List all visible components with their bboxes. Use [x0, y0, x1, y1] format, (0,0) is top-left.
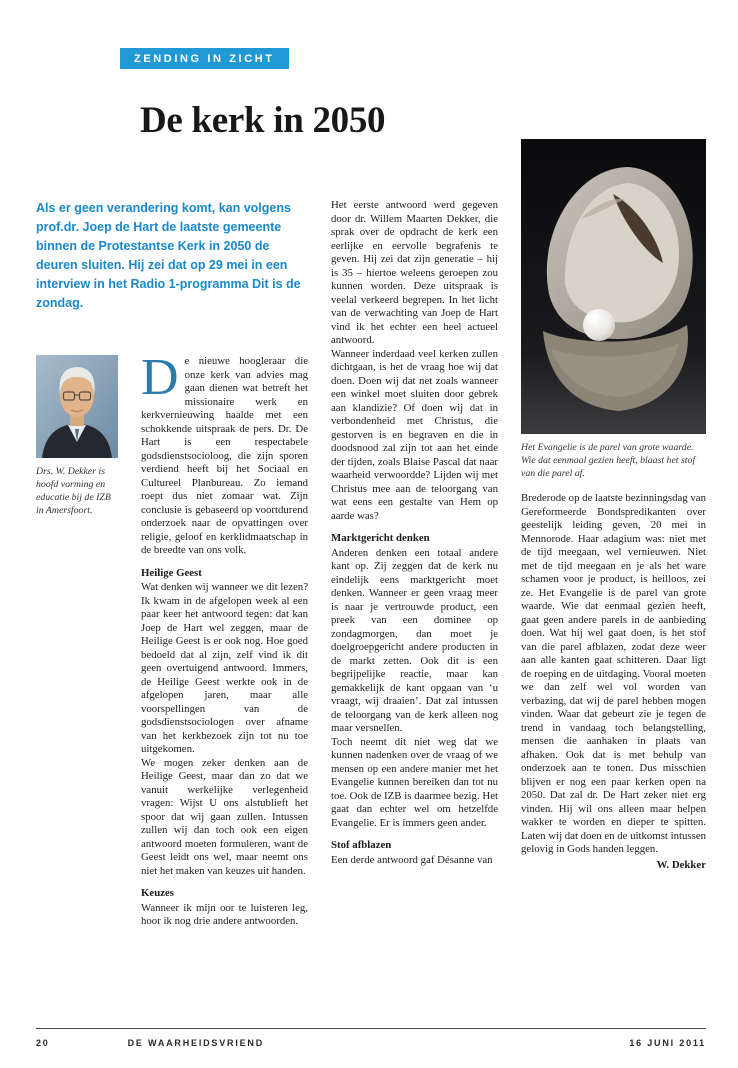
body-paragraph: Toch neemt dit niet weg dat we kunnen nadenken over de vraag of we mensen op een andere manier met het Evangelie kunnen bereiken dan tot nu toe. Ook de IZB is daarmee bezig. Het gaat dan echter wel om hetzelfde Evangelie. Er is immers geen ander. — [331, 735, 498, 829]
section-heading: Marktgericht denken — [331, 532, 430, 544]
body-paragraph: Het eerste antwoord werd gegeven door dr. Willem Maarten Dekker, die sprak over de opdracht de kerk een eerlijke en eervolle begrafenis te geven. Hij zei dat zijn generatie – hij is 35 – hiertoe weleens geroepen zou kunnen worden. Deze uitspraak is veelal verkeerd begrepen. In het licht van de verwachting van Joep de Hart vind ik het echter een heel actueel antwoord. — [331, 199, 498, 346]
kicker-badge — [120, 48, 289, 69]
section-heading: Keuzes — [141, 887, 174, 899]
body-paragraph: Een derde antwoord gaf Désanne van — [331, 853, 493, 866]
magazine-name: DE WAARHEIDSVRIEND — [127, 1038, 265, 1048]
oyster-caption: Het Evangelie is de parel van grote waarde. Wie dat eenmaal gezien heeft, blaast het stof van die parel af. — [521, 442, 696, 479]
body-paragraph: Wanneer inderdaad veel kerken zullen dichtgaan, is het de vraag hoe wij dat doen. Doen wij dat net zoals wanneer een winkel moet sluiten door gebrek aan klandizie? Of doen wij dat in verbondenheid met Christus, die gestorven is en begraven en die in doodsnood zal zijn tot aan het einde der tijden, zoals Blaise Pascal dat naar waarheid verwoordde? Lijden wij met Christus mee aan de teloorgang van wat eens een gestalte van Hem op aarde was? — [331, 347, 498, 522]
body-paragraph — [141, 349, 308, 558]
kicker-label: ZENDING IN ZICHT — [134, 53, 275, 65]
paragraph-text: e nieuwe hoogleraar die onze kerk van advies mag gaan dienen wat betreft het missionaire werk en kerkvernieuwing haalde met een schokkende uitspraak de pers. Dr. De Hart is een respectabele godsdienstsocioloog, die zijn sporen verdiend heeft bij het Sociaal en Cultureel Planbureau. Zo iemand roept dus niet zomaar wat. Zijn conclusie is gebaseerd op voortdurend onderzoek naar de opvattingen over religie, geloof en kerklidmaatschap in de breedte van ons volk. — [141, 355, 308, 556]
section-heading: Heilige Geest — [141, 566, 202, 579]
oyster-pearl-svg — [521, 139, 706, 434]
page-title: De kerk in 2050 — [140, 100, 386, 141]
issue-date: 16 JUNI 2011 — [629, 1038, 706, 1048]
body-paragraph: Brederode op de laatste bezinningsdag van Gereformeerde Bondspredikanten over geestelijk leiding geven, 20 mei in Mennorode. Haar adagium was: niet met de tijd meegaan, wel vernieuwen. Niet met de tijd meegaan en je als het ware schamen voor je product, is heilloos, zei ze. Het Evangelie is de parel van grote waarde. Wie dat eenmaal gezien heeft, gaat geen andere parels in de aanbieding doen. Wat hij wel gaat doen, is het stof van die parel afblazen, zodat deze weer aan alle kanten gaat schitteren. Daar ligt de roeping en de uitdaging. Vooral moeten we dan zelf wel vol worden van verbazing, dat wij de parel hebben mogen vinden. Waar dat gebeurt zie je tegen de trend in vandaag toch belangstelling, mensen die aanhaken in plaats van afhaken. Ook dat is met behulp van onderzoek aan te tonen. Dus misschien blijven er nog een paar kerken open na 2050. Dat zal dr. De Hart zeker niet erg vinden. Hij wil ons alleen maar helpen wakker te worden en dieper te spitten. Laten wij dat doen en de uitkomst intussen gelovig in Gods handen leggen. — [521, 492, 707, 855]
body-paragraph: We mogen zeker denken aan de Heilige Geest, maar dan zo dat we vanuit werkelijke verlegenheid vragen: Wijst U ons alstublieft het spoor dat wij gaan zullen. Intussen zullen wij dan toch ook een eigen antwoord moeten formuleren, want de Geest leidt ons wel, maar neemt ons niet het maken van keuzes uit handen. — [141, 756, 308, 877]
author-sidebar — [36, 355, 118, 929]
body-paragraph: Wat denken wij wanneer we dit lezen? Ik kwam in de afgelopen week al een paar keer het antwoord tegen: dat kan Joep de Hart wel zeggen, maar de Heilige Geest is er ook nog. Hoe goed bedoeld dat al zijn, zelf vind ik dit geen overtuigend antwoord. Immers, de Heilige Geest werkte ook in de afgelopen jaren, maar alle voorspellingen van de godsdienstsociologen over afname van het kerkbezoek zijn tot nu toe uitgekomen. — [141, 581, 308, 755]
body-paragraph: Wanneer ik mijn oor te luisteren leg, hoor ik nog drie andere antwoorden. — [141, 901, 308, 927]
author-signature: W. Dekker — [656, 858, 706, 871]
page-number: 20 — [36, 1038, 50, 1048]
column-3 — [521, 199, 706, 929]
author-caption: Drs. W. Dekker is hoofd vorming en educatie bij de IZB in Amersfoort. — [36, 466, 111, 516]
body-paragraph: Anderen denken een totaal andere kant op. Zij zeggen dat de kerk nu eindelijk eens marktgericht moet denken. Wanneer er geen vraag meer is naar je vertrouwde product, een preek van een dominee op zondagmorgen, dan moet je doelgroepgericht andere producten in de markt zetten. Ook dit is een begrijpelijke reactie, maar kan gemakkelijk de kant opgaan van ‘u vraagt, wij draaien’. Dat zal intussen de teloorgang van de kerk alleen nog maar versnellen. — [331, 546, 498, 734]
article-intro: Als er geen verandering komt, kan volgens prof.dr. Joep de Hart de laatste gemeente binnen de Protestantse Kerk in 2050 de deuren sluiten. Hij zei dat op 29 mei in een interview in het Radio 1-programma Dit is de zondag. — [36, 201, 301, 310]
column-2 — [331, 199, 498, 929]
author-portrait-image — [36, 355, 118, 458]
oyster-pearl-image — [521, 139, 706, 434]
article-body — [36, 199, 706, 929]
page-footer — [36, 1028, 706, 1068]
page-header — [36, 0, 706, 143]
column-1 — [141, 349, 308, 929]
author-portrait-svg — [36, 355, 118, 458]
drop-cap: D — [141, 349, 179, 406]
section-heading: Stof afblazen — [331, 839, 392, 851]
